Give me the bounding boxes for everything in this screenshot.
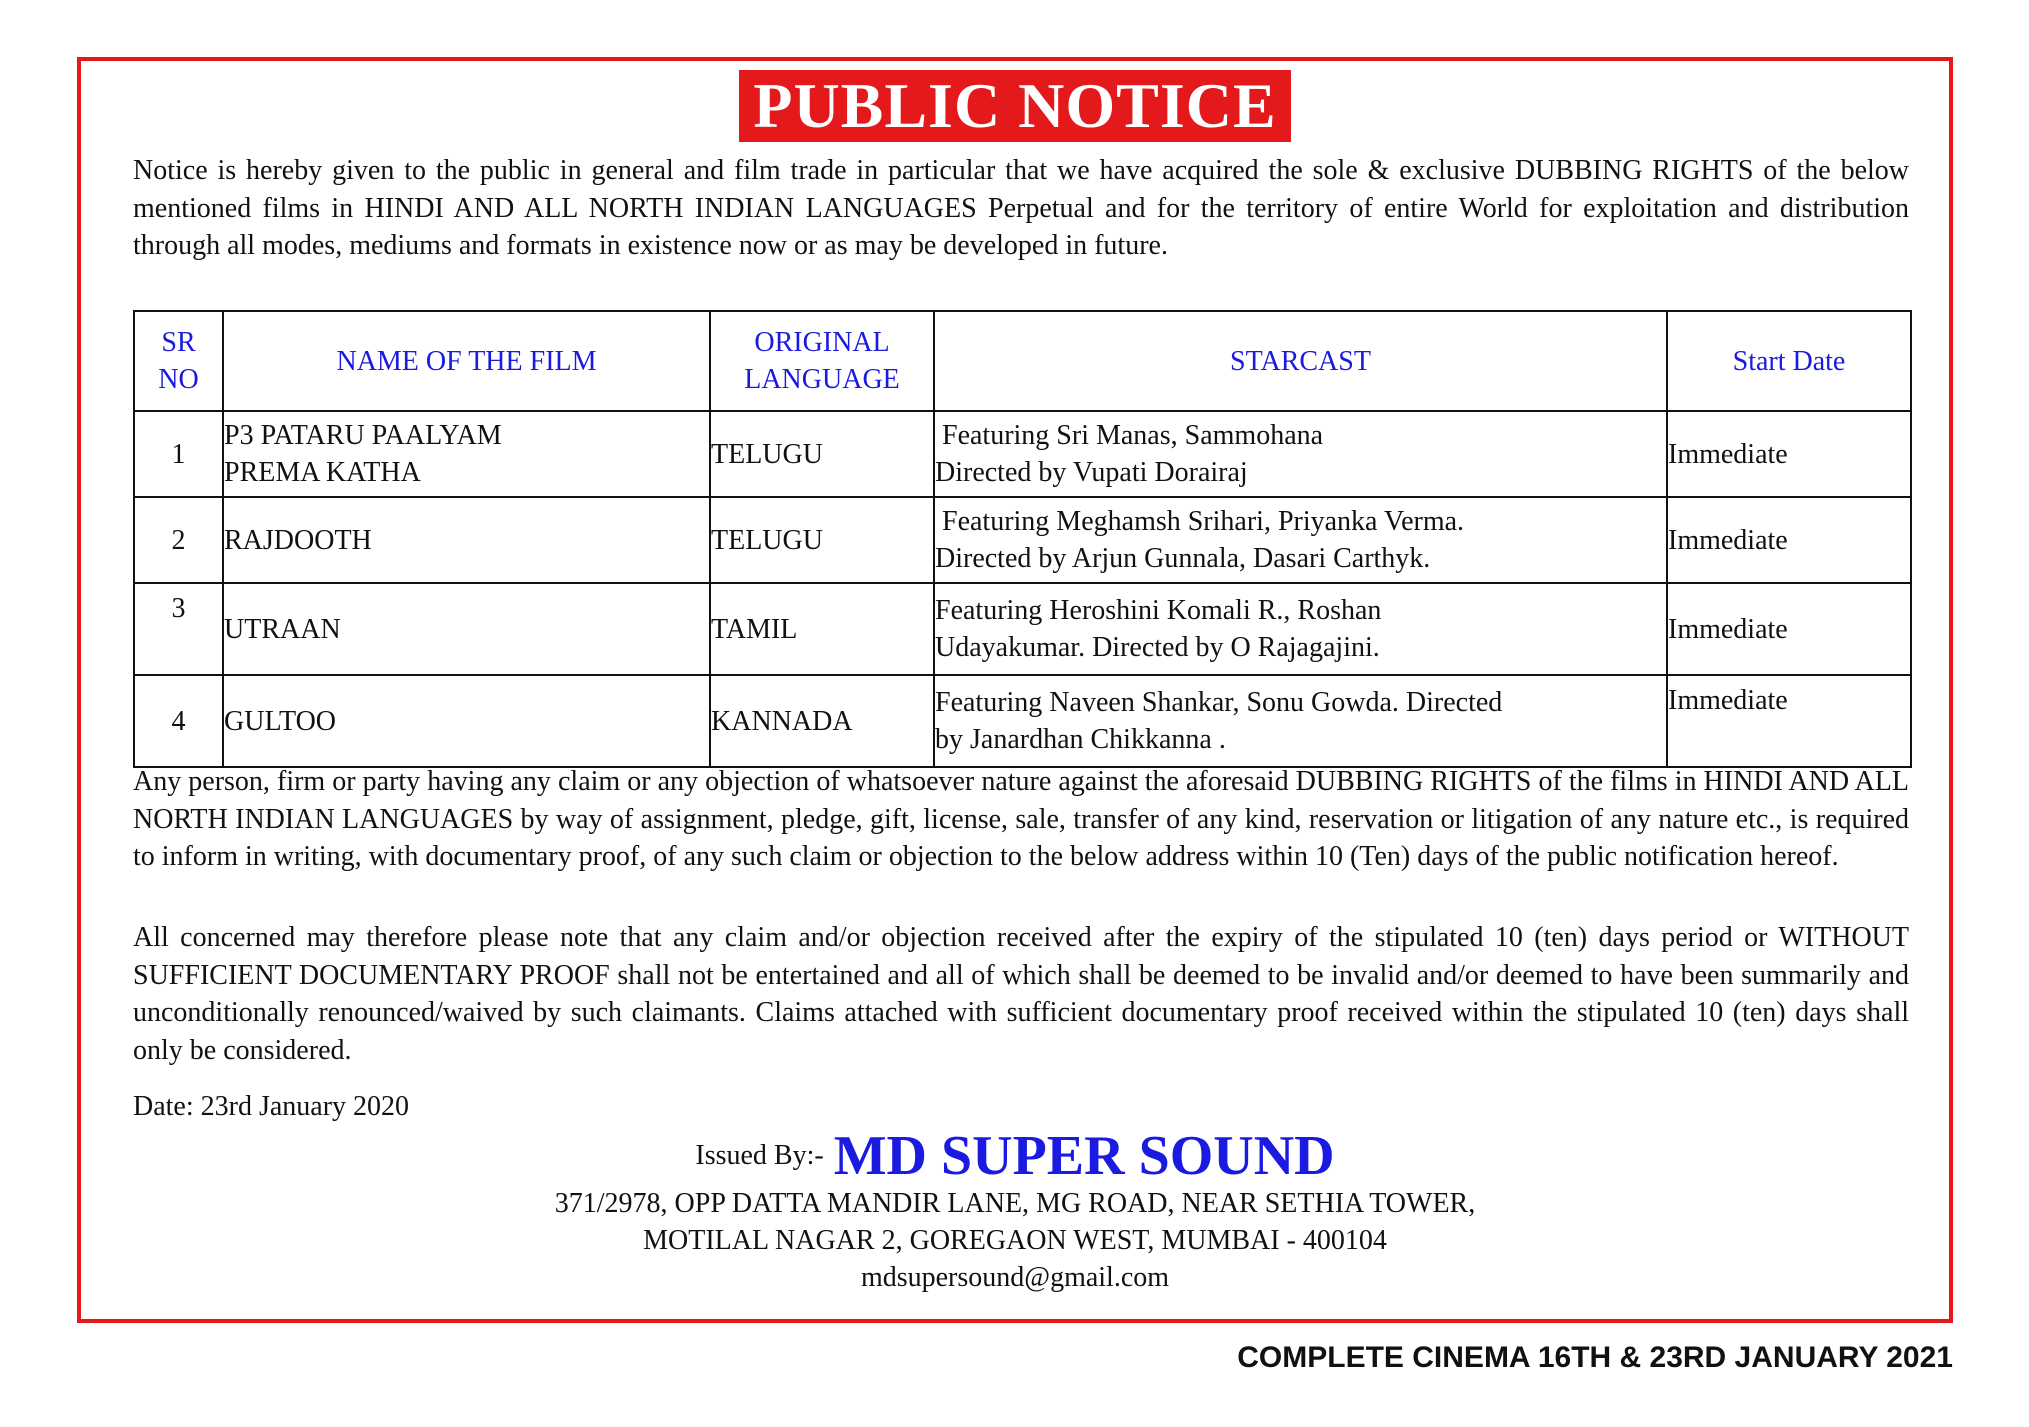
table-row: [134, 497, 1911, 583]
header-starcast: STARCAST: [934, 311, 1667, 411]
cell-starcast: Featuring Naveen Shankar, Sonu Gowda. Directed by Janardhan Chikkanna .: [934, 675, 1667, 767]
title-wrap: [81, 70, 1949, 142]
header-original-language: ORIGINAL LANGUAGE: [710, 311, 934, 411]
cell-start-date: Immediate: [1667, 411, 1911, 497]
cell-language: TELUGU: [710, 497, 934, 583]
cell-start-date: Immediate: [1667, 497, 1911, 583]
cell-language: TAMIL: [710, 583, 934, 675]
table-row: [134, 411, 1911, 497]
issuer-name: MD SUPER SOUND: [833, 1125, 1335, 1187]
header-film-name: NAME OF THE FILM: [223, 311, 710, 411]
intro-paragraph: Notice is hereby given to the public in general and film trade in particular that we have acquired the sole & exclusive DUBBING RIGHTS of the below mentioned films in HINDI AND ALL NORTH INDIAN LANGUAGES Perpetual and for the territory of entire World for exploitation and distribution through all modes, mediums and formats in existence now or as may be developed in future.: [133, 155, 1909, 261]
cell-starcast: Featuring Heroshini Komali R., Roshan Udayakumar. Directed by O Rajagajini.: [934, 583, 1667, 675]
notice-date: Date: 23rd January 2020: [133, 1091, 410, 1122]
cell-film: P3 PATARU PAALYAM PREMA KATHA: [223, 411, 710, 497]
issued-by-label: Issued By:-: [695, 1140, 824, 1171]
address-line-2: MOTILAL NAGAR 2, GOREGAON WEST, MUMBAI - 400104: [643, 1225, 1387, 1256]
table-row: [134, 583, 1911, 675]
cell-sr: 1: [134, 411, 223, 497]
cell-sr: 4: [134, 675, 223, 767]
issued-by: [81, 1124, 1949, 1188]
contact-email: mdsupersound@gmail.com: [860, 1262, 1170, 1293]
address-line-1: 371/2978, OPP DATTA MANDIR LANE, MG ROAD, NEAR SETHIA TOWER,: [554, 1188, 1476, 1219]
cell-film: RAJDOOTH: [223, 497, 710, 583]
cell-starcast: Featuring Sri Manas, Sammohana Directed by Vupati Dorairaj: [934, 411, 1667, 497]
cell-language: KANNADA: [710, 675, 934, 767]
table-header-row: [134, 311, 1911, 411]
notice-title: PUBLIC NOTICE: [739, 70, 1290, 142]
cell-start-date: Immediate: [1667, 583, 1911, 675]
cell-film: GULTOO: [223, 675, 710, 767]
claims-paragraph: Any person, firm or party having any claim or any objection of whatsoever nature against the aforesaid DUBBING RIGHTS of the films in HINDI AND ALL NORTH INDIAN LANGUAGES by way of assignment, pledge, gift, license, sale, transfer of any kind, reservation or litigation of any nature etc., is required to inform in writing, with documentary proof, of any such claim or objection to the below address within 10 (Ten) days of the public notification hereof.: [133, 766, 1909, 872]
header-sr-no: SR NO: [134, 311, 223, 411]
cell-language: TELUGU: [710, 411, 934, 497]
header-start-date: Start Date: [1667, 311, 1911, 411]
notice-frame: [77, 57, 1953, 1323]
cell-start-date: Immediate: [1667, 675, 1911, 767]
cell-sr: 2: [134, 497, 223, 583]
cell-starcast: Featuring Meghamsh Srihari, Priyanka Verma. Directed by Arjun Gunnala, Dasari Carthyk.: [934, 497, 1667, 583]
publication-footer: COMPLETE CINEMA 16TH & 23RD JANUARY 2021: [1237, 1341, 1953, 1374]
cell-sr: 3: [134, 583, 223, 675]
table-row: [134, 675, 1911, 767]
concerned-paragraph: All concerned may therefore please note that any claim and/or objection received after the expiry of the stipulated 10 (ten) days period or WITHOUT SUFFICIENT DOCUMENTARY PROOF shall not be entertained and all of which shall be deemed to be invalid and/or deemed to have been summarily and unconditionally renounced/waived by such claimants. Claims attached with sufficient documentary proof received within the stipulated 10 (ten) days shall only be considered.: [133, 922, 1909, 1066]
films-table: [133, 310, 1912, 768]
cell-film: UTRAAN: [223, 583, 710, 675]
